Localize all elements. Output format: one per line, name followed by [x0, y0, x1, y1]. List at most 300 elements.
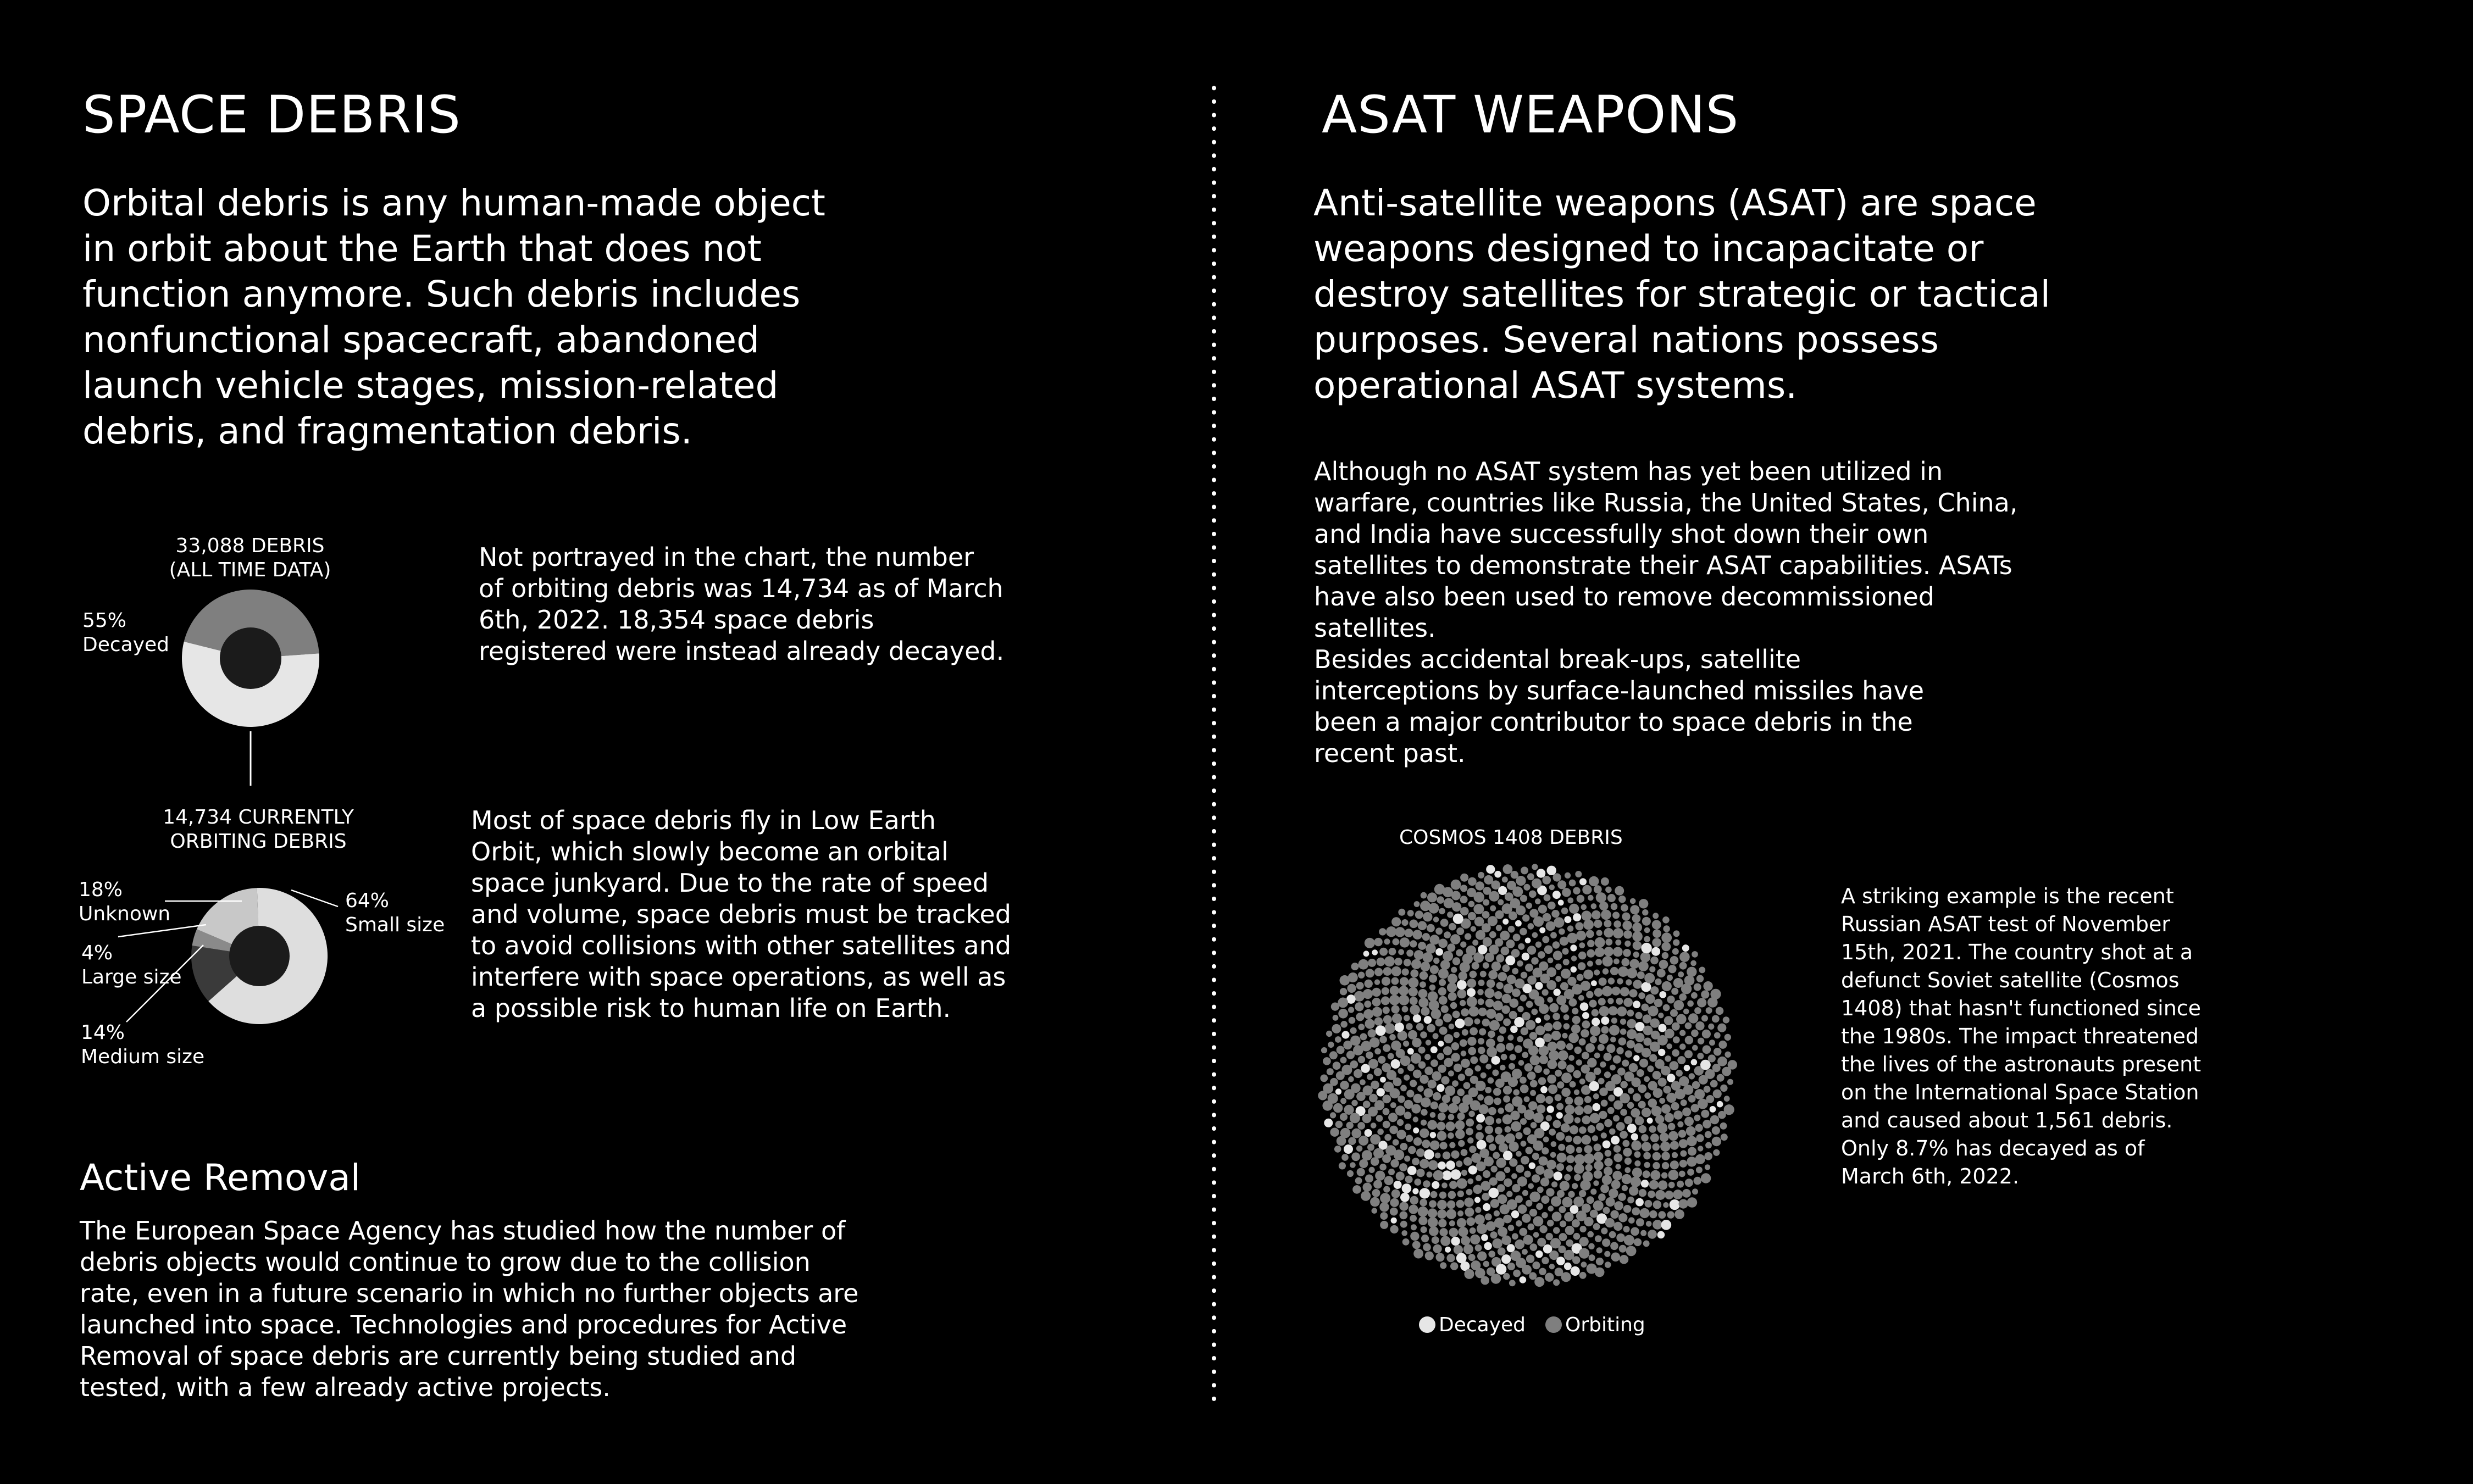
- debris-dot-orbiting: [1594, 1068, 1601, 1075]
- debris-dot-orbiting: [1478, 1047, 1485, 1054]
- active-removal-text: The European Space Agency has studied how the number of debris objects would continue to grow due to the collision rate, even in a future scenario in which no further objects are launched into space. Technologies and procedures for Active Removal of space debris are currently being studied and tested, with a few already active projects.: [80, 1216, 859, 1402]
- debris-dot-orbiting: [1548, 1042, 1557, 1052]
- debris-dot-orbiting: [1435, 1153, 1441, 1159]
- debris-dot-orbiting: [1579, 1272, 1587, 1279]
- debris-dot-orbiting: [1618, 1193, 1626, 1201]
- debris-dot-orbiting: [1366, 969, 1374, 977]
- debris-dot-orbiting: [1464, 1269, 1474, 1279]
- debris-dot-orbiting: [1400, 1143, 1407, 1150]
- debris-dot-orbiting: [1391, 966, 1401, 976]
- debris-dot-orbiting: [1421, 961, 1430, 971]
- debris-dot-orbiting: [1356, 1092, 1366, 1101]
- debris-dot-orbiting: [1599, 1006, 1610, 1016]
- debris-dot-orbiting: [1410, 1005, 1420, 1015]
- debris-dot-orbiting: [1665, 1029, 1674, 1038]
- debris-dot-orbiting: [1596, 892, 1606, 903]
- debris-dot-orbiting: [1522, 1190, 1528, 1196]
- active-removal-heading: Active Removal: [80, 1157, 361, 1199]
- debris-dot-orbiting: [1404, 959, 1411, 966]
- debris-dot-orbiting: [1555, 976, 1561, 982]
- debris-dot-orbiting: [1390, 1208, 1398, 1216]
- debris-dot-orbiting: [1372, 1007, 1382, 1017]
- debris-dot-orbiting: [1596, 1247, 1603, 1253]
- debris-dot-orbiting: [1481, 1072, 1487, 1079]
- debris-dot-orbiting: [1439, 979, 1446, 986]
- debris-dot-decayed: [1467, 988, 1476, 997]
- debris-dot-orbiting: [1448, 1114, 1455, 1120]
- debris-dot-orbiting: [1520, 1077, 1527, 1084]
- debris-dot-orbiting: [1653, 929, 1661, 938]
- debris-dot-orbiting: [1561, 1272, 1571, 1282]
- debris-dot-orbiting: [1337, 1046, 1345, 1054]
- debris-dot-orbiting: [1416, 1148, 1424, 1157]
- debris-dot-orbiting: [1420, 1129, 1429, 1138]
- debris-dot-orbiting: [1475, 1244, 1482, 1252]
- debris-dot-orbiting: [1561, 969, 1571, 979]
- debris-dot-orbiting: [1429, 975, 1437, 983]
- debris-dot-orbiting: [1360, 1033, 1367, 1040]
- debris-dot-orbiting: [1363, 1101, 1371, 1108]
- debris-dot-orbiting: [1424, 1054, 1430, 1060]
- debris-dot-orbiting: [1610, 1210, 1618, 1219]
- debris-dot-orbiting: [1382, 987, 1389, 995]
- debris-dot-orbiting: [1703, 1120, 1711, 1129]
- debris-dot-orbiting: [1494, 1218, 1505, 1228]
- debris-dot-orbiting: [1523, 1235, 1533, 1245]
- debris-dot-orbiting: [1694, 1007, 1701, 1014]
- debris-dot-orbiting: [1611, 1018, 1617, 1024]
- debris-dot-orbiting: [1464, 1198, 1473, 1207]
- debris-dot-orbiting: [1507, 975, 1516, 984]
- debris-dot-orbiting: [1652, 938, 1661, 947]
- debris-dot-decayed: [1710, 1106, 1716, 1113]
- debris-dot-decayed: [1365, 1129, 1372, 1137]
- debris-dot-orbiting: [1601, 1132, 1607, 1138]
- debris-dot-orbiting: [1574, 1164, 1584, 1174]
- debris-dot-orbiting: [1565, 1105, 1575, 1115]
- debris-dot-orbiting: [1584, 1217, 1593, 1226]
- debris-dot-orbiting: [1510, 1054, 1516, 1060]
- debris-dot-orbiting: [1533, 916, 1544, 927]
- debris-dot-orbiting: [1543, 1033, 1552, 1042]
- debris-dot-orbiting: [1474, 1214, 1485, 1225]
- debris-dot-orbiting: [1662, 981, 1672, 991]
- debris-dot-orbiting: [1503, 1215, 1512, 1224]
- debris-dot-orbiting: [1529, 909, 1538, 918]
- debris-dot-orbiting: [1568, 1055, 1574, 1061]
- debris-dot-decayed: [1558, 900, 1564, 906]
- debris-dot-orbiting: [1694, 983, 1701, 991]
- debris-dot-decayed: [1474, 1197, 1481, 1203]
- debris-dot-orbiting: [1535, 1165, 1545, 1175]
- donut1-label-decayed-name: Decayed: [82, 633, 170, 656]
- debris-dot-orbiting: [1516, 1132, 1523, 1140]
- debris-dot-orbiting: [1405, 929, 1413, 937]
- debris-dot-orbiting: [1440, 919, 1449, 927]
- debris-dot-orbiting: [1340, 1113, 1348, 1121]
- debris-dot-orbiting: [1447, 1200, 1455, 1209]
- debris-dot-decayed: [1442, 1170, 1452, 1180]
- debris-dot-decayed: [1391, 1059, 1400, 1069]
- debris-dot-orbiting: [1470, 1235, 1480, 1244]
- debris-dot-decayed: [1446, 1160, 1455, 1170]
- debris-dot-orbiting: [1650, 1170, 1660, 1180]
- debris-dot-orbiting: [1402, 969, 1409, 976]
- debris-dot-orbiting: [1673, 1000, 1684, 1010]
- debris-dot-orbiting: [1340, 975, 1350, 986]
- debris-dot-orbiting: [1532, 1261, 1540, 1269]
- debris-dot-orbiting: [1340, 1021, 1348, 1028]
- debris-dot-orbiting: [1585, 1164, 1592, 1171]
- debris-dot-orbiting: [1405, 1124, 1411, 1130]
- debris-dot-orbiting: [1420, 1031, 1427, 1038]
- debris-dot-orbiting: [1691, 1030, 1699, 1037]
- debris-dot-orbiting: [1627, 1197, 1634, 1204]
- debris-dot-orbiting: [1665, 1055, 1671, 1062]
- debris-dot-orbiting: [1684, 975, 1695, 986]
- debris-dot-orbiting: [1392, 1013, 1402, 1023]
- debris-dot-orbiting: [1443, 1152, 1451, 1160]
- debris-dot-orbiting: [1500, 1204, 1510, 1214]
- debris-dot-orbiting: [1643, 1170, 1650, 1178]
- debris-dot-orbiting: [1683, 1085, 1694, 1095]
- debris-dot-orbiting: [1561, 908, 1568, 915]
- debris-dot-orbiting: [1512, 1184, 1520, 1192]
- debris-dot-orbiting: [1484, 875, 1493, 885]
- debris-dot-decayed: [1535, 1018, 1542, 1024]
- debris-dot-orbiting: [1698, 1038, 1704, 1044]
- debris-dot-orbiting: [1605, 1150, 1612, 1157]
- debris-dot-orbiting: [1391, 917, 1401, 926]
- debris-dot-orbiting: [1561, 1088, 1571, 1097]
- debris-dot-orbiting: [1348, 1076, 1354, 1082]
- debris-dot-orbiting: [1459, 971, 1467, 980]
- debris-dot-orbiting: [1586, 991, 1593, 998]
- debris-dot-orbiting: [1439, 1192, 1446, 1199]
- debris-dot-orbiting: [1465, 933, 1471, 940]
- debris-dot-orbiting: [1417, 1086, 1424, 1092]
- debris-dot-orbiting: [1501, 1236, 1511, 1246]
- debris-dot-orbiting: [1549, 1129, 1556, 1136]
- debris-dot-orbiting: [1600, 1185, 1609, 1193]
- debris-dot-orbiting: [1332, 1024, 1341, 1033]
- debris-dot-orbiting: [1476, 1175, 1482, 1181]
- debris-dot-orbiting: [1322, 1101, 1333, 1111]
- debris-dot-orbiting: [1558, 1051, 1568, 1061]
- debris-dot-orbiting: [1661, 932, 1672, 943]
- debris-dot-orbiting: [1504, 983, 1513, 993]
- debris-dot-orbiting: [1512, 968, 1518, 975]
- debris-dot-orbiting: [1506, 1043, 1514, 1051]
- debris-dot-orbiting: [1702, 1030, 1711, 1038]
- debris-dot-orbiting: [1655, 1190, 1665, 1200]
- debris-dot-orbiting: [1429, 935, 1439, 944]
- debris-dot-orbiting: [1672, 1152, 1678, 1158]
- debris-dot-orbiting: [1420, 1159, 1429, 1168]
- debris-dot-orbiting: [1650, 1018, 1660, 1027]
- debris-dot-orbiting: [1529, 1192, 1540, 1202]
- debris-dot-decayed: [1691, 1059, 1698, 1066]
- debris-dot-orbiting: [1582, 911, 1592, 921]
- debris-dot-orbiting: [1539, 961, 1548, 971]
- debris-dot-orbiting: [1429, 1200, 1437, 1208]
- debris-dot-orbiting: [1427, 1120, 1437, 1130]
- debris-dot-orbiting: [1611, 903, 1618, 910]
- debris-dot-orbiting: [1452, 1011, 1460, 1019]
- debris-dot-orbiting: [1566, 1155, 1574, 1163]
- debris-dot-orbiting: [1396, 1130, 1406, 1139]
- debris-dot-orbiting: [1670, 1141, 1679, 1150]
- donut1-title-line2: (ALL TIME DATA): [169, 559, 331, 581]
- debris-dot-orbiting: [1508, 1225, 1515, 1231]
- debris-dot-orbiting: [1400, 1085, 1407, 1092]
- debris-dot-orbiting: [1623, 1205, 1632, 1213]
- debris-dot-orbiting: [1604, 947, 1613, 957]
- debris-dot-orbiting: [1579, 1126, 1587, 1134]
- debris-dot-orbiting: [1618, 1213, 1627, 1222]
- debris-dot-orbiting: [1708, 1054, 1716, 1062]
- debris-dot-orbiting: [1582, 1052, 1589, 1059]
- debris-dot-orbiting: [1465, 1068, 1473, 1076]
- debris-dot-orbiting: [1548, 1205, 1554, 1211]
- debris-dot-orbiting: [1633, 952, 1639, 958]
- debris-dot-orbiting: [1363, 1009, 1373, 1019]
- debris-dot-orbiting: [1440, 960, 1450, 970]
- debris-dot-orbiting: [1338, 1009, 1348, 1019]
- debris-dot-orbiting: [1650, 1133, 1659, 1142]
- asat-weapons-title: ASAT WEAPONS: [1322, 85, 1739, 145]
- debris-dot-orbiting: [1521, 972, 1527, 979]
- debris-dot-orbiting: [1539, 1055, 1549, 1064]
- debris-dot-orbiting: [1507, 1035, 1513, 1041]
- debris-dot-decayed: [1570, 1205, 1579, 1214]
- debris-dot-orbiting: [1517, 1006, 1524, 1013]
- debris-dot-orbiting: [1617, 978, 1623, 984]
- debris-dot-orbiting: [1598, 1044, 1605, 1051]
- debris-dot-orbiting: [1459, 1103, 1469, 1113]
- debris-dot-orbiting: [1441, 1182, 1448, 1188]
- debris-dot-orbiting: [1350, 1027, 1357, 1034]
- debris-dot-orbiting: [1439, 1027, 1448, 1035]
- debris-dot-orbiting: [1498, 1108, 1504, 1114]
- debris-dot-orbiting: [1613, 1145, 1621, 1153]
- debris-dot-orbiting: [1635, 1116, 1644, 1126]
- debris-dot-orbiting: [1335, 1121, 1343, 1128]
- debris-dot-orbiting: [1721, 1133, 1728, 1141]
- debris-dot-decayed: [1592, 1018, 1600, 1026]
- debris-dot-orbiting: [1495, 938, 1503, 947]
- debris-dot-decayed: [1535, 1038, 1545, 1048]
- debris-dot-orbiting: [1478, 998, 1484, 1005]
- debris-dot-orbiting: [1354, 991, 1365, 1002]
- debris-dot-orbiting: [1487, 980, 1495, 988]
- debris-dot-orbiting: [1449, 1142, 1455, 1148]
- debris-dot-orbiting: [1634, 1151, 1641, 1158]
- debris-dot-decayed: [1641, 1180, 1649, 1187]
- debris-dot-orbiting: [1608, 977, 1615, 984]
- debris-dot-orbiting: [1421, 1120, 1427, 1126]
- debris-dot-orbiting: [1664, 1016, 1673, 1025]
- debris-dot-decayed: [1481, 1234, 1488, 1241]
- debris-dot-orbiting: [1466, 1128, 1473, 1136]
- debris-dot-orbiting: [1682, 1108, 1691, 1116]
- debris-dot-orbiting: [1469, 1146, 1476, 1153]
- debris-dot-orbiting: [1467, 888, 1476, 897]
- debris-dot-orbiting: [1645, 994, 1655, 1004]
- debris-dot-orbiting: [1485, 999, 1494, 1008]
- debris-dot-orbiting: [1576, 1059, 1582, 1065]
- debris-dot-orbiting: [1446, 1209, 1456, 1219]
- debris-dot-orbiting: [1610, 1242, 1618, 1250]
- debris-dot-orbiting: [1583, 1105, 1592, 1114]
- debris-dot-orbiting: [1604, 920, 1611, 927]
- debris-dot-orbiting: [1478, 1008, 1487, 1016]
- debris-dot-orbiting: [1521, 1156, 1529, 1165]
- debris-dot-orbiting: [1677, 1056, 1685, 1064]
- debris-dot-decayed: [1539, 927, 1545, 933]
- debris-dot-orbiting: [1712, 1126, 1720, 1135]
- debris-dot-orbiting: [1365, 938, 1375, 948]
- debris-dot-orbiting: [1402, 1238, 1410, 1246]
- debris-dot-orbiting: [1390, 986, 1399, 995]
- debris-dot-orbiting: [1534, 1277, 1544, 1287]
- debris-dot-orbiting: [1649, 1180, 1659, 1190]
- debris-dot-orbiting: [1582, 1135, 1592, 1145]
- debris-dot-orbiting: [1476, 1124, 1482, 1130]
- debris-dot-orbiting: [1587, 1196, 1594, 1204]
- debris-dot-orbiting: [1449, 1024, 1455, 1030]
- debris-dot-orbiting: [1544, 1014, 1550, 1020]
- debris-dot-orbiting: [1467, 1137, 1473, 1143]
- debris-dot-orbiting: [1437, 1131, 1447, 1141]
- debris-dot-orbiting: [1372, 988, 1381, 997]
- asat-intro: Anti-satellite weapons (ASAT) are space weapons designed to incapacitate or destroy satellites for strategic or tactical purposes. Several nations possess operational ASAT systems.: [1313, 182, 2050, 407]
- debris-dot-orbiting: [1360, 1079, 1366, 1085]
- debris-dot-orbiting: [1568, 998, 1577, 1007]
- debris-dot-orbiting: [1327, 1068, 1334, 1075]
- debris-dot-orbiting: [1439, 996, 1448, 1005]
- debris-dot-orbiting: [1428, 991, 1438, 1002]
- debris-dot-decayed: [1641, 982, 1651, 992]
- debris-dot-orbiting: [1395, 1105, 1405, 1115]
- debris-dot-orbiting: [1594, 970, 1600, 976]
- debris-dot-orbiting: [1457, 1191, 1464, 1197]
- debris-dot-orbiting: [1679, 952, 1690, 962]
- debris-dot-decayed: [1432, 1181, 1439, 1189]
- debris-dot-orbiting: [1423, 1243, 1431, 1252]
- debris-dot-orbiting: [1626, 979, 1632, 985]
- debris-dot-orbiting: [1595, 1235, 1602, 1242]
- debris-dot-decayed: [1525, 938, 1531, 944]
- debris-dot-orbiting: [1468, 1007, 1479, 1017]
- debris-dot-orbiting: [1454, 1032, 1460, 1038]
- debris-dot-orbiting: [1427, 924, 1435, 932]
- debris-dot-orbiting: [1562, 1033, 1567, 1038]
- debris-dot-orbiting: [1389, 1126, 1398, 1135]
- debris-dot-orbiting: [1495, 1135, 1505, 1145]
- debris-dot-orbiting: [1572, 1016, 1581, 1024]
- debris-dot-orbiting: [1517, 1036, 1523, 1042]
- debris-dot-orbiting: [1634, 1238, 1642, 1246]
- debris-dot-orbiting: [1678, 1130, 1686, 1137]
- debris-dot-orbiting: [1678, 971, 1684, 977]
- debris-dot-orbiting: [1587, 949, 1595, 958]
- debris-dot-orbiting: [1374, 938, 1382, 946]
- debris-dot-orbiting: [1712, 1137, 1721, 1146]
- debris-dot-orbiting: [1582, 1115, 1590, 1124]
- debris-dot-orbiting: [1572, 1219, 1580, 1227]
- debris-dot-orbiting: [1513, 933, 1521, 941]
- debris-dot-orbiting: [1623, 1226, 1630, 1232]
- debris-dot-orbiting: [1636, 1218, 1644, 1226]
- debris-dot-orbiting: [1676, 1014, 1687, 1025]
- debris-dot-orbiting: [1627, 968, 1637, 979]
- debris-dot-orbiting: [1720, 1085, 1727, 1092]
- debris-dot-orbiting: [1595, 959, 1602, 965]
- debris-dot-decayed: [1502, 919, 1509, 925]
- debris-dot-orbiting: [1613, 928, 1623, 938]
- debris-dot-decayed: [1424, 1149, 1434, 1160]
- debris-dot-decayed: [1484, 1242, 1491, 1250]
- debris-dot-orbiting: [1584, 1145, 1592, 1153]
- debris-dot-decayed: [1400, 1193, 1410, 1202]
- debris-dot-orbiting: [1515, 1045, 1522, 1053]
- debris-dot-orbiting: [1544, 894, 1551, 902]
- debris-dot-orbiting: [1602, 986, 1612, 997]
- debris-dot-orbiting: [1359, 959, 1369, 970]
- debris-dot-orbiting: [1601, 1026, 1609, 1034]
- debris-dot-orbiting: [1477, 989, 1483, 995]
- debris-dot-orbiting: [1629, 959, 1639, 969]
- debris-dot-orbiting: [1367, 1074, 1373, 1080]
- debris-dot-orbiting: [1329, 1051, 1338, 1059]
- debris-dot-orbiting: [1477, 1252, 1487, 1261]
- debris-dot-orbiting: [1632, 914, 1641, 923]
- cosmos-text: A striking example is the recent Russian ASAT test of November 15th, 2021. The country shot at a defunct Soviet satellite (Cosmos 1408) that hasn't functioned since the 1980s. The impact threatened the lives of the astronauts present on the International Space Station and caused about 1,561 debris. Only 8.7% has decayed as of March 6th, 2022.: [1841, 884, 2202, 1188]
- donut2-label-unknown-pct: 18%: [79, 879, 123, 901]
- debris-dot-orbiting: [1530, 1055, 1540, 1065]
- debris-dot-orbiting: [1449, 1220, 1455, 1226]
- debris-dot-orbiting: [1637, 1069, 1644, 1077]
- donut2-label-large-pct: 4%: [81, 942, 113, 964]
- debris-dot-orbiting: [1485, 1213, 1492, 1220]
- debris-dot-orbiting: [1451, 880, 1461, 890]
- debris-dot-orbiting: [1553, 1120, 1561, 1128]
- debris-dot-decayed: [1376, 1025, 1386, 1036]
- debris-dot-orbiting: [1725, 1052, 1731, 1058]
- debris-dot-decayed: [1570, 944, 1577, 951]
- debris-dot-orbiting: [1640, 952, 1651, 963]
- debris-dot-orbiting: [1402, 1006, 1409, 1013]
- debris-dot-decayed: [1445, 1247, 1451, 1253]
- debris-dot-orbiting: [1468, 912, 1476, 920]
- debris-dot-orbiting: [1689, 1073, 1695, 1079]
- debris-dot-orbiting: [1499, 1026, 1506, 1033]
- debris-dot-orbiting: [1468, 901, 1475, 908]
- debris-dot-orbiting: [1401, 919, 1408, 926]
- debris-dot-orbiting: [1603, 956, 1613, 966]
- debris-dot-orbiting: [1533, 1141, 1543, 1151]
- debris-dot-orbiting: [1427, 1024, 1435, 1032]
- debris-dot-orbiting: [1410, 1215, 1417, 1222]
- asat-para-2: Besides accidental break-ups, satellite interceptions by surface-launched missiles have been a major contributor to space debris in the recent past.: [1314, 644, 1924, 768]
- debris-dot-orbiting: [1601, 877, 1609, 886]
- debris-dot-orbiting: [1653, 1200, 1662, 1209]
- debris-dot-orbiting: [1643, 1152, 1651, 1160]
- debris-dot-orbiting: [1706, 1007, 1712, 1014]
- debris-dot-decayed: [1413, 1014, 1421, 1022]
- debris-dot-orbiting: [1605, 1261, 1611, 1268]
